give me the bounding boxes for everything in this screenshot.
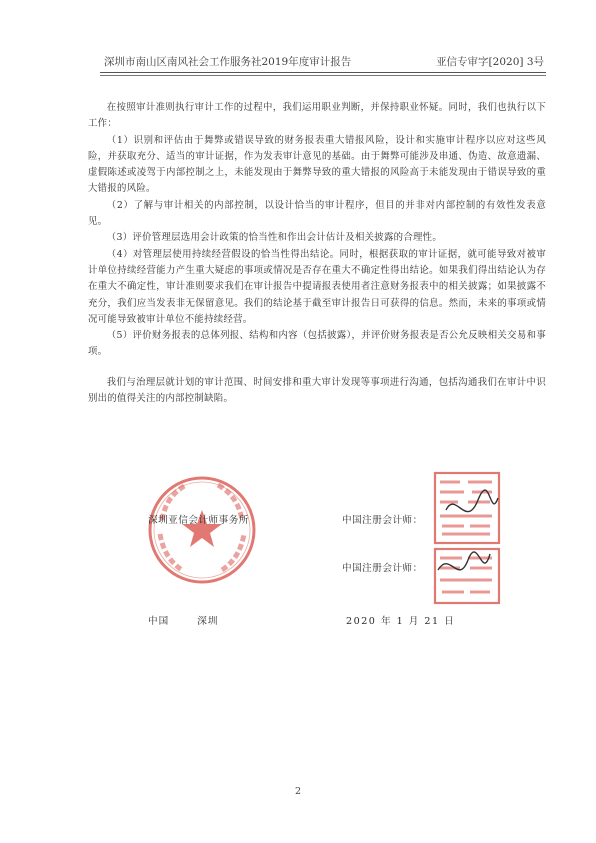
report-location — [148, 613, 242, 627]
audit-firm-name: 深圳亚信会计师事务所 — [148, 515, 249, 526]
cpa-signature-label-1: 中国注册会计师： — [342, 515, 423, 526]
running-header — [100, 53, 546, 71]
location-city: 深圳 — [197, 616, 219, 627]
cpa-seal-stamp-2 — [432, 546, 502, 606]
location-country: 中国 — [148, 616, 170, 627]
report-body — [88, 100, 546, 407]
cpa-signature-label-2: 中国注册会计师： — [342, 563, 423, 574]
header-rule-thin — [100, 75, 546, 76]
cpa-seal-stamp-1 — [432, 470, 502, 546]
page-number: 2 — [294, 786, 302, 797]
paragraph-communication: 我们与治理层就计划的审计范围、时间安排和重大审计发现等事项进行沟通，包括沟通我们在审计中识别出的值得关注的内部控制缺陷。 — [88, 376, 546, 405]
paragraph-item-5: （5）评价财务报表的总体列报、结构和内容（包括披露），并评价财务报表是否公允反映相关交易和事项。 — [88, 330, 546, 358]
paragraph-item-2: （2）了解与审计相关的内部控制，以设计恰当的审计程序，但目的并非对内部控制的有效性发表意见。 — [88, 199, 546, 228]
header-report-title: 深圳市南山区南风社会工作服务社2019年度审计报告 — [104, 56, 352, 68]
paragraph-item-1: （1）识别和评估由于舞弊或错误导致的财务报表重大错报风险，设计和实施审计程序以应对这些风险，并获取充分、适当的审计证据，作为发表审计意见的基础。由于舞弊可能涉及串通、伪造、故意遗漏、虚假陈述或凌驾于内部控制之上，未能发现由于舞弊导致的重大错报的风险高于未能发现由于错误导致的重大错报的风险。 — [88, 134, 546, 195]
header-rule — [100, 72, 546, 73]
paragraph-intro: 在按照审计准则执行审计工作的过程中，我们运用职业判断，并保持职业怀疑。同时，我们也执行以下工作： — [88, 102, 546, 130]
report-date: 2020 年 1 月 21 日 — [346, 616, 456, 627]
paragraph-item-3: （3）评价管理层选用会计政策的恰当性和作出会计估计及相关披露的合理性。 — [106, 232, 443, 244]
firm-seal-stamp — [142, 470, 262, 590]
paragraph-item-4: （4）对管理层使用持续经营假设的恰当性得出结论。同时，根据获取的审计证据，就可能导致对被审计单位持续经营能力产生重大疑虑的事项或情况是否存在重大不确定性得出结论。如果我们得出结论认为存在重大不确定性，审计准则要求我们在审计报告中提请报表使用者注意财务报表中的相关披露；如果披露不充分，我们应当发表非无保留意见。我们的结论基于截至审计报告日可获得的信息。然而，未来的事项或情况可能导致被审计单位不能持续经营。 — [88, 248, 546, 325]
header-report-number: 亚信专审字[2020] 3号 — [436, 56, 544, 68]
